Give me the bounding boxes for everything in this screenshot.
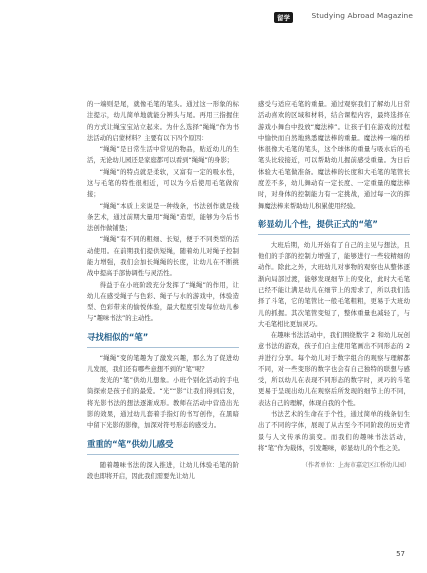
paragraph: “绳绳”本质上来说是一种线条，书法创作就是线条艺术，通过前期大量用“绳绳”造型，能够为今后书法创作做铺垫； [87,202,239,233]
paragraph: 在趣味书法活动中，我们围绕数字 2 和幼儿玩创意书法的游戏，孩子们自主使用笔画出不同形态的 2 并进行分享。每个幼儿对于数字组合的观察与理解都不同，对一些变形的数字也会有自己独特的联想与感受，所以幼儿在表现不同形态的数字时，灵巧的斗笔更易于呈现出幼儿在观察后所发现的细节上的不同，表达自己的理解，体现自我的个性。 [258,332,410,407]
right-column [258,99,410,471]
left-column [87,99,239,482]
paragraph: 得益于在小班阶段充分发挥了“绳绳”的作用，让幼儿在感受绳子与色彩、绳子与水的游戏中，体验造型、色彩带来的愉悦体验，最大程度引发每位幼儿参与“趣味书法”的主动性。 [87,281,239,323]
paragraph: 发光的“笔”供幼儿想象。小班个别化活动的手电筒探索是孩子们的最爱。“光”“影”让我们得到启发，将光影书法的想法逐渐成形。教师在活动中营造出光影的效果，通过幼儿套着手指灯的书写创作，在黑暗中留下光影的影像，加深对符号形态的感受力。 [87,377,239,430]
page-header [0,0,427,30]
paragraph: 随着趣味书法的深入推进，让幼儿体验毛笔的阶段也即将开启，因此我们需要先让幼儿 [87,461,239,480]
paragraph: 大班后期，幼儿开始有了自己的主见与想法，且他们的手部的控制力增强了，能够进行一些较精细的动作。除此之外，大班幼儿对事物的观察也从整体逐渐向局部过渡，能够发现细节上的变化，此时大毛笔已经不能让满足幼儿在细节上的需求了，所以我们选择了斗笔，它的笔管比一般毛笔粗粗，更易于大班幼儿的抓握。其次笔管变短了，整体重量也减轻了，与大毛笔相比更加灵巧。 [258,241,410,328]
paragraph: “绳绳”的特点就是柔软，又富有一定的吸水性，这与毛笔的特性很相近，可以为今后使用毛笔做衔接； [87,168,239,199]
paragraph: “绳绳”变的笔趣为了激发兴趣，那么为了促进幼儿发展，我们还有哪些意想不到的“笔”呢？ [87,354,239,373]
section-heading: 重重的“笔”供幼儿感受 [87,438,174,449]
section-heading: 彰显幼儿个性，提供正式的“笔” [258,218,378,229]
magazine-name: Studying Abroad Magazine [311,11,413,20]
paragraph: 的一端则是尾，就像毛笔的笔头。通过这一形象的标注提示，幼儿简单地就能分辨头与尾。再用三指握住的方式让绳宝宝站立起来。为什么选择“绳绳”作为书法活动的启蒙材料？主要有以下四个原因： [87,101,239,142]
heading-divider [258,234,410,235]
heading-divider [87,454,239,455]
paragraph: “绳绳”是日常生活中常见的物品，贴近幼儿的生活，无论幼儿园还是家庭都可以看到“绳绳”的身影； [87,146,239,165]
magazine-logo: 留学 [274,12,293,23]
page-number: 57 [396,550,405,558]
author-affiliation: （作者单位：上海市嘉定区江桥幼儿园） [301,462,410,470]
section-heading: 寻找相似的“笔” [87,331,149,342]
paragraph: “绳绳”有不同的粗细、长短，便于不同类型的活动使用。在前期我们提供短绳，随着幼儿对绳子控制能力增强，我们会加长绳绳的长度，让幼儿在不断挑战中提高手部协调性与灵活性。 [87,236,239,278]
paragraph: 书法艺术的生命在于个性，通过简单的线条衍生出了不同的字体，展现了从古至今不同阶段的历史背景与人文传承的演变。而我们的趣味书法活动，将“笔”作为载体，引发趣味，彰显幼儿的个性之美。 [258,411,410,452]
paragraph: 感受与适应毛笔的重量。通过观察我们了解幼儿日常活动喜欢的区域和材料，结合课程内容，最终选择在游戏小舞台中投放“魔法棒”。让孩子们在游戏的过程中愉快而自然地熟悉魔法棒的重量。魔法棒一端的样体很像大毛笔的笔头，这个球体的重量与吸水后的毛笔头比较接近，可以帮助幼儿握前感受重量。为日后体验大毛笔做准备。魔法棒的长度和大毛笔的笔管长度差不多，幼儿舞动有一定长度、一定重量的魔法棒时，对身体的控制能力有一定挑战，通过每一次的挥舞魔法棒来帮助幼儿积累使用经验。 [258,101,410,210]
heading-divider [87,347,239,348]
